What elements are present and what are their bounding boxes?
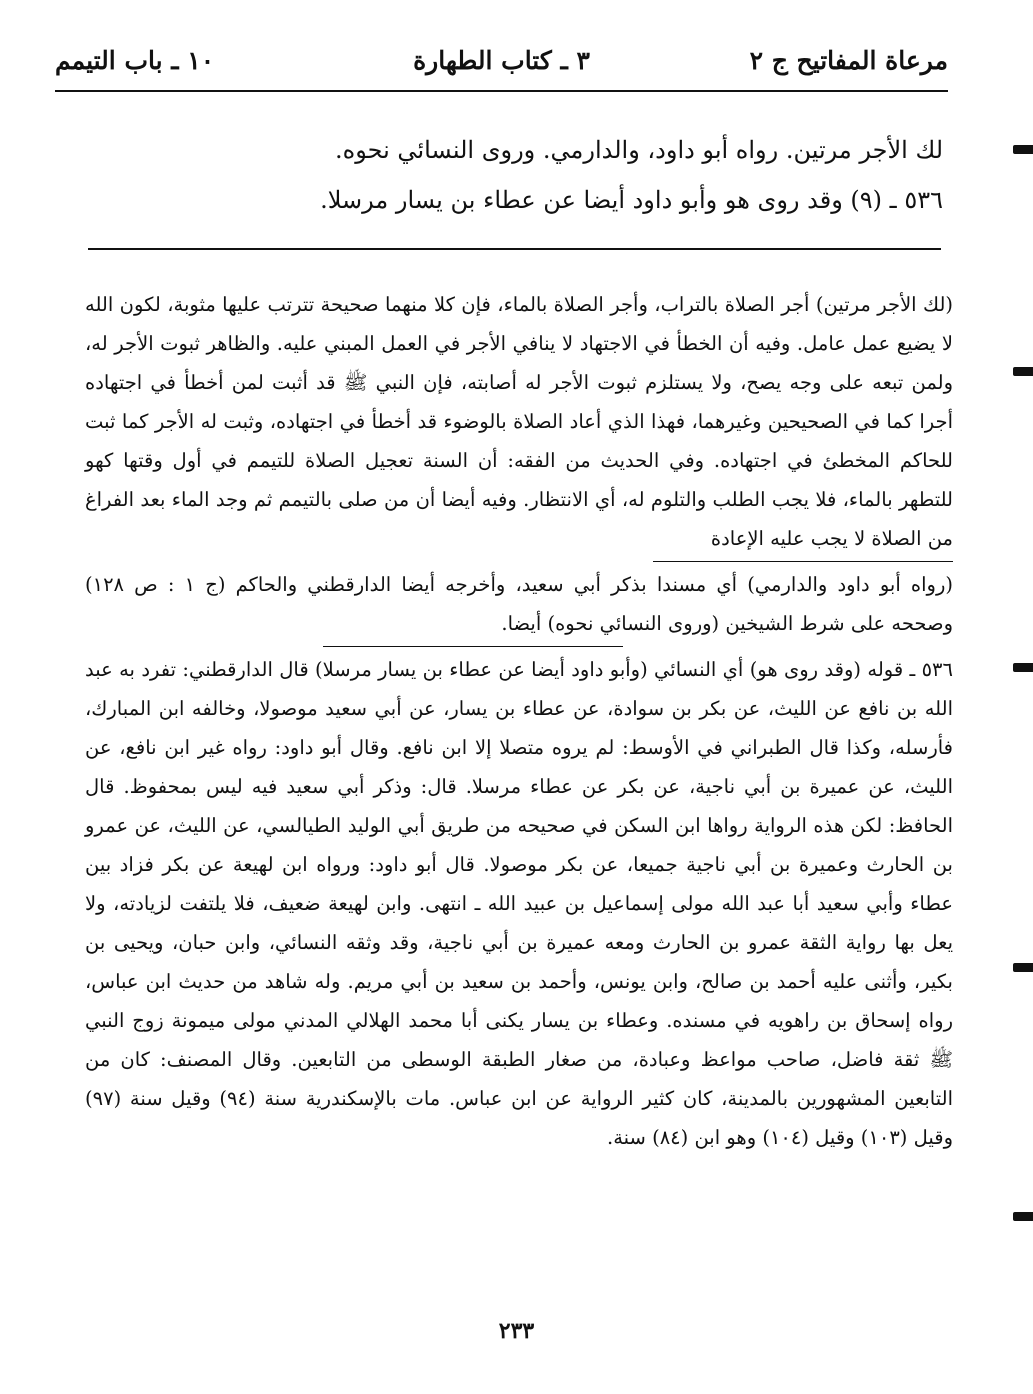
separator-rule bbox=[88, 248, 941, 250]
commentary-paragraph: ٥٣٦ ـ قوله (وقد روى هو) أي النسائي (وأبو داود أيضا عن عطاء بن يسار مرسلا) قال الدارقطني: تفرد به عبد الله بن نافع عن الليث، عن بكر بن سوادة، عن عطاء بن يسار، عن أبي سعيد موصولا، وخالفه ابن المبارك، فأرسله، وكذا قال الطبراني في الأوسط: لم يروه متصلا إلا ابن نافع. وقال أبو داود: رواه غير ابن نافع، عن الليث، عن عميرة بن أبي ناجية، عن بكر عن عطاء مرسلا. قال: وذكر أبي سعيد فيه ليس بمحفوظ. قال الحافظ: لكن هذه الرواية رواها ابن السكن في صحيحه من طريق أبي الوليد الطيالسي، عن الليث، عن عمرو بن الحارث وعميرة بن أبي ناجية جميعا، عن بكر موصولا. قال أبو داود: ورواه ابن لهيعة عن بكر فزاد بين عطاء وأبي سعيد أبا عبد الله مولى إسماعيل بن عبيد الله ـ انتهى. وابن لهيعة ضعيف، فلا يلتفت لزيادته، ولا يعل بها رواية الثقة عمرو بن الحارث ومعه عميرة بن أبي ناجية، وقد وثقه النسائي، وابن حبان، ويحيى بن بكير، وأثنى عليه أحمد بن صالح، وابن يونس، وأحمد بن سعيد بن أبي مريم. وله شاهد من حديث ابن عباس، رواه إسحاق بن راهويه في مسنده. وعطاء بن يسار يكنى أبا محمد الهلالي المدني مولى ميمونة زوج النبي ﷺ ثقة فاضل، صاحب مواعظ وعبادة، من صغار الطبقة الوسطى من التابعين. وقال المصنف: كان من التابعين المشهورين بالمدينة، كان كثير الرواية عن ابن عباس. مات بالإسكندرية سنة (٩٤) وقيل سنة (٩٧) وقيل (١٠٣) وقيل (١٠٤) وهو ابن (٨٤) سنة. bbox=[85, 658, 953, 1149]
hadith-line: ٥٣٦ ـ (٩) وقد روى هو وأبو داود أيضا عن عطاء بن يسار مرسلا. bbox=[320, 186, 943, 214]
commentary-paragraph: (لك الأجر مرتين) أجر الصلاة بالتراب، وأجر الصلاة بالماء، فإن كلا منهما صحيحة تترتب عليها مثوبة، لكون الله لا يضيع عمل عامل. وفيه أن الخطأ في الاجتهاد لا ينافي الأجر في العمل المبني عليه. والظاهر ثبوت الأجر له، ولمن تبعه على وجه يصح، ولا يستلزم ثبوت الأجر له أصابته، فإن النبي ﷺ قد أثبت لمن أخطأ في اجتهاده أجرا كما في الصحيحين وغيرهما، فهذا الذي أعاد الصلاة بالوضوء قد أخطأ في اجتهاده، وثبت له الأجر كما ثبت للحاكم المخطئ في اجتهاده. وفي الحديث من الفقه: أن السنة تعجيل الصلاة للتيمم في أول وقتها كهو للتطهر بالماء، فلا يجب الطلب والتلوم له، أي الانتظار. وفيه أيضا أن من صلى بالتيمم ثم وجد الماء بعد الفراغ من الصلاة لا يجب عليه الإعادة bbox=[85, 293, 953, 550]
book-title: مرعاة المفاتيح ج ٢ bbox=[749, 46, 948, 75]
running-header bbox=[55, 40, 948, 92]
short-divider bbox=[653, 561, 953, 562]
commentary-paragraph: (رواه أبو داود والدارمي) أي مسندا بذكر أبي سعيد، وأخرجه أيضا الدارقطني والحاكم (ج ١ : ص ١٢٨) وصححه على شرط الشيخين (وروى النسائي نحوه) أيضا. bbox=[85, 573, 953, 635]
binder-hole-mark bbox=[1013, 367, 1033, 376]
binder-hole-mark bbox=[1013, 1212, 1033, 1221]
section-title: ١٠ ـ باب التيمم bbox=[55, 46, 215, 75]
binder-hole-mark bbox=[1013, 663, 1033, 672]
short-divider bbox=[323, 646, 623, 647]
hadith-line: لك الأجر مرتين. رواه أبو داود، والدارمي. وروى النسائي نحوه. bbox=[335, 136, 943, 164]
hadith-text bbox=[95, 125, 943, 225]
page-number: ٢٣٣ bbox=[498, 1318, 535, 1344]
chapter-title: ٣ ـ كتاب الطهارة bbox=[413, 46, 590, 75]
binder-hole-mark bbox=[1013, 963, 1033, 972]
commentary bbox=[85, 285, 953, 1157]
binder-hole-mark bbox=[1013, 145, 1033, 154]
